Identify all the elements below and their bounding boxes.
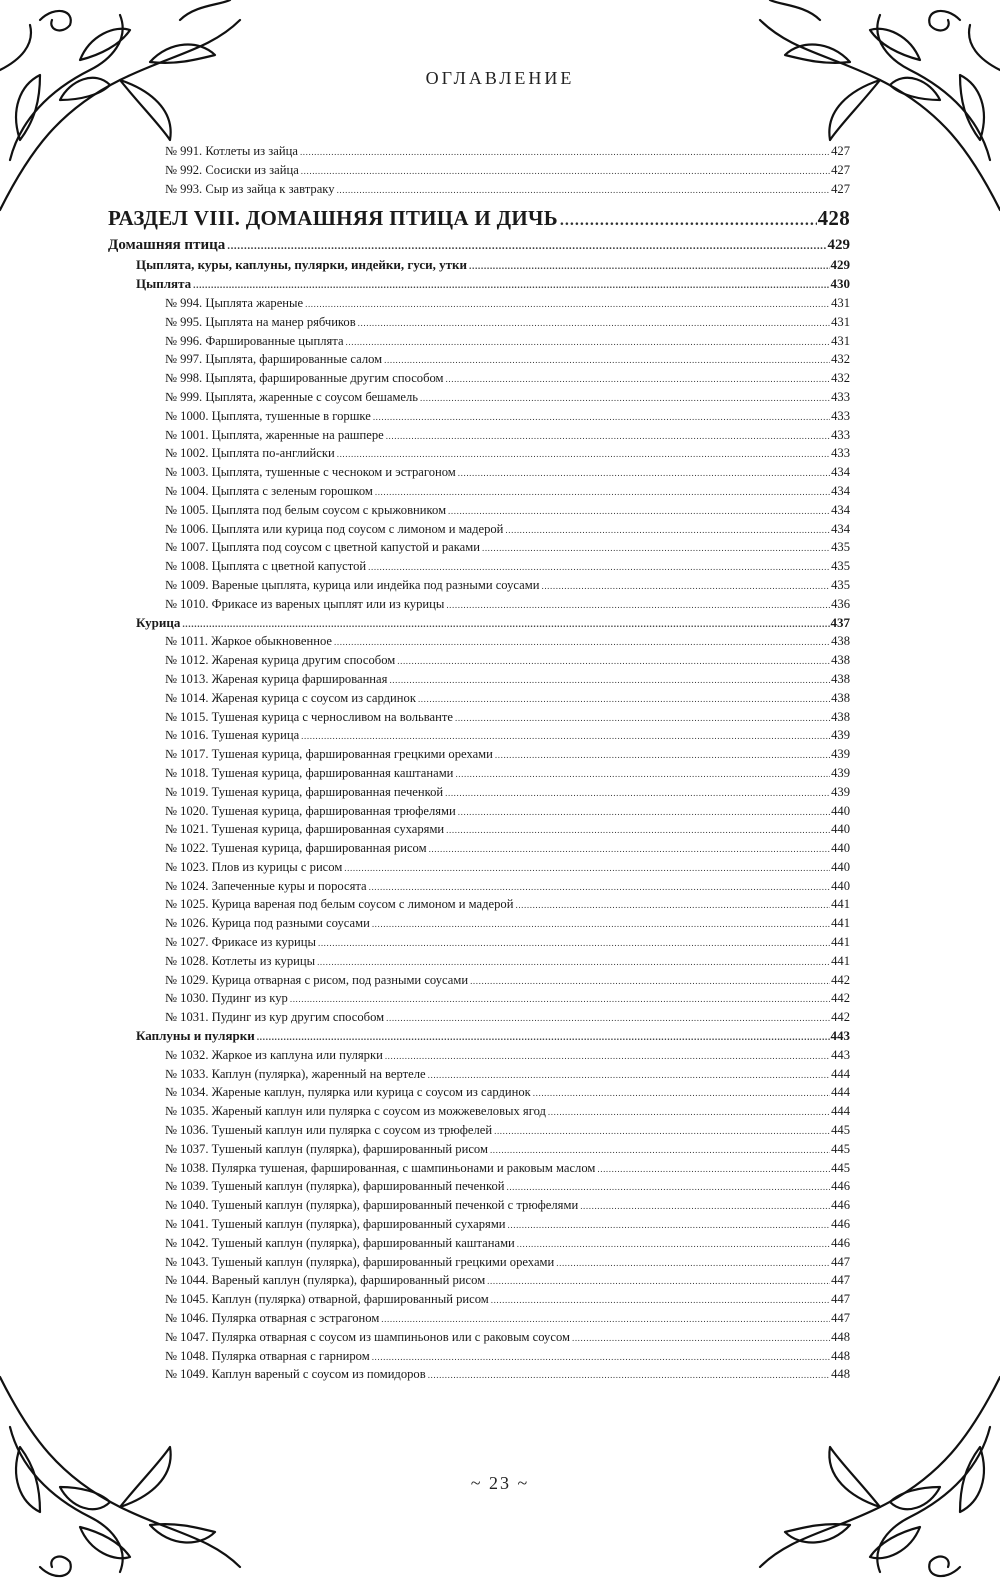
toc-entry-title: № 1038. Пулярка тушеная, фаршированная, с шампиньонами и раковым маслом <box>165 1160 596 1175</box>
toc-entry-title: № 1000. Цыплята, тушенные в горшке <box>165 408 371 423</box>
dot-leader <box>372 915 830 933</box>
toc-entry-title: № 1021. Тушеная курица, фаршированная сухарями <box>165 822 445 837</box>
toc-entry-recipe[interactable] <box>108 1253 850 1272</box>
toc-entry-title: № 1020. Тушеная курица, фаршированная трюфелями <box>165 803 456 818</box>
dot-leader <box>445 784 830 802</box>
toc-entry-section[interactable] <box>108 234 850 256</box>
toc-entry-title: № 1007. Цыплята под соусом с цветной капустой и раками <box>165 540 480 555</box>
toc-entry-title: Домашняя птица <box>108 237 226 254</box>
toc-entry-page: 441 <box>831 953 850 968</box>
dot-leader <box>446 821 830 839</box>
dot-leader <box>556 1254 830 1272</box>
toc-entry-title: № 1041. Тушеный каплун (пулярка), фаршированный сухарями <box>165 1217 506 1232</box>
dot-leader <box>346 333 831 351</box>
dot-leader <box>508 1216 831 1234</box>
dot-leader <box>469 258 830 275</box>
toc-entry-title: № 1027. Фрикасе из курицы <box>165 935 316 950</box>
toc-entry-title: № 1022. Тушеная курица, фаршированная рисом <box>165 841 427 856</box>
toc-entry-title: № 1006. Цыплята или курица под соусом с лимоном и мадерой <box>165 521 504 536</box>
dot-leader <box>429 840 831 858</box>
toc-entry-page: 446 <box>831 1217 850 1232</box>
dot-leader <box>560 201 817 234</box>
toc-entry-recipe[interactable] <box>108 670 850 689</box>
toc-entry-title: № 1045. Каплун (пулярка) отварной, фаршированный рисом <box>165 1292 489 1307</box>
dot-leader <box>448 502 830 520</box>
toc-entry-title: № 1017. Тушеная курица, фаршированная грецкими орехами <box>165 747 493 762</box>
toc-entry-title: № 995. Цыплята на манер рябчиков <box>165 314 356 329</box>
toc-entry-page: 445 <box>831 1160 850 1175</box>
toc-entry-page: 441 <box>831 916 850 931</box>
toc-entry-page: 444 <box>831 1104 850 1119</box>
toc-entry-recipe[interactable] <box>108 820 850 839</box>
toc-entry-title: № 1002. Цыплята по-английски <box>165 446 335 461</box>
toc-entry-recipe[interactable] <box>108 745 850 764</box>
toc-entry-recipe[interactable] <box>108 1140 850 1159</box>
dot-leader <box>428 1366 830 1384</box>
toc-entry-title: № 1009. Вареные цыплята, курица или индейка под разными соусами <box>165 577 540 592</box>
toc-entry-title: № 999. Цыплята, жаренные с соусом бешамель <box>165 389 419 404</box>
toc-entry-page: 444 <box>831 1066 850 1081</box>
toc-entry-title: № 998. Цыплята, фаршированные другим способом <box>165 371 444 386</box>
toc-entry-title: № 1025. Курица вареная под белым соусом с лимоном и мадерой <box>165 897 514 912</box>
toc-entry-page: 446 <box>831 1179 850 1194</box>
toc-entry-recipe[interactable] <box>108 520 850 539</box>
toc-entry-title: № 994. Цыплята жареные <box>165 295 304 310</box>
toc-entry-recipe[interactable] <box>108 1083 850 1102</box>
toc-entry-recipe[interactable] <box>108 1177 850 1196</box>
toc-entry-page: 447 <box>831 1273 850 1288</box>
toc-entry-recipe[interactable] <box>108 180 850 199</box>
toc-entry-page: 429 <box>830 257 850 273</box>
toc-entry-page: 445 <box>831 1141 850 1156</box>
toc-entry-title: № 1018. Тушеная курица, фаршированная каштанами <box>165 765 454 780</box>
toc-entry-page: 439 <box>831 784 850 799</box>
toc-entry-recipe[interactable] <box>108 576 850 595</box>
toc-entry-page: 437 <box>830 614 850 630</box>
toc-entry-page: 445 <box>831 1123 850 1138</box>
dot-leader <box>381 1310 830 1328</box>
toc-entry-recipe[interactable] <box>108 933 850 952</box>
dot-leader <box>227 235 826 256</box>
toc-entry-title: № 993. Сыр из зайца к завтраку <box>165 181 335 196</box>
toc-entry-page: 433 <box>831 427 850 442</box>
toc-entry-recipe[interactable] <box>108 142 850 161</box>
toc-entry-title: № 1032. Жаркое из каплуна или пулярки <box>165 1047 383 1062</box>
toc-entry-title: № 1037. Тушеный каплун (пулярка), фаршированный рисом <box>165 1141 488 1156</box>
toc-entry-title: № 1003. Цыплята, тушенные с чесноком и эстрагоном <box>165 465 456 480</box>
dot-leader <box>458 803 830 821</box>
toc-entry-title: № 1048. Пулярка отварная с гарниром <box>165 1348 370 1363</box>
toc-entry-page: 446 <box>831 1198 850 1213</box>
toc-entry-recipe[interactable] <box>108 914 850 933</box>
dot-leader <box>428 1066 830 1084</box>
toc-entry-recipe[interactable] <box>108 1008 850 1027</box>
dot-leader <box>182 616 829 633</box>
toc-entry-recipe[interactable] <box>108 651 850 670</box>
toc-entry-recipe[interactable] <box>108 877 850 896</box>
toc-entry-sub[interactable] <box>108 614 850 633</box>
toc-entry-page: 438 <box>831 671 850 686</box>
toc-entry-recipe[interactable] <box>108 1196 850 1215</box>
toc-entry-title: № 1028. Котлеты из курицы <box>165 953 316 968</box>
dot-leader <box>490 1141 830 1159</box>
dot-leader <box>533 1084 830 1102</box>
toc-entry-page: 447 <box>831 1254 850 1269</box>
dot-leader <box>257 1029 830 1046</box>
toc-entry-page: 434 <box>831 483 850 498</box>
toc-entry-recipe[interactable] <box>108 1234 850 1253</box>
dot-leader <box>386 1009 830 1027</box>
toc-entry-recipe[interactable] <box>108 1347 850 1366</box>
toc-entry-recipe[interactable] <box>108 161 850 180</box>
dot-leader <box>337 181 831 199</box>
toc-entry-page: 446 <box>831 1235 850 1250</box>
toc-entry-page: 427 <box>831 181 850 196</box>
toc-entry-page: 427 <box>831 144 850 158</box>
toc-entry-recipe[interactable] <box>108 350 850 369</box>
dot-leader <box>375 483 830 501</box>
dot-leader <box>372 1348 830 1366</box>
dot-leader <box>495 746 830 764</box>
toc-entry-page: 442 <box>831 1010 850 1025</box>
toc-entry-recipe[interactable] <box>108 1102 850 1121</box>
dot-leader <box>455 765 830 783</box>
dot-leader <box>373 408 830 426</box>
dot-leader <box>368 558 830 576</box>
toc-entry-page: 442 <box>831 972 850 987</box>
dot-leader <box>446 596 830 614</box>
toc-entry-page: 433 <box>831 446 850 461</box>
toc-entry-page: 434 <box>831 465 850 480</box>
dot-leader <box>541 577 830 595</box>
toc-entry-recipe[interactable] <box>108 971 850 990</box>
toc-entry-recipe[interactable] <box>108 1365 850 1384</box>
toc-entry-title: № 1043. Тушеный каплун (пулярка), фаршированный грецкими орехами <box>165 1254 555 1269</box>
toc-entry-sub[interactable] <box>108 1027 850 1046</box>
toc-entry-recipe[interactable] <box>108 689 850 708</box>
toc-entry-title: № 1026. Курица под разными соусами <box>165 916 370 931</box>
toc-entry-recipe[interactable] <box>108 1121 850 1140</box>
toc-entry-page: 431 <box>831 295 850 310</box>
toc-entry-title: № 1033. Каплун (пулярка), жаренный на вертеле <box>165 1066 426 1081</box>
toc-entry-recipe[interactable] <box>108 1290 850 1309</box>
toc-entry-page: 439 <box>831 728 850 743</box>
toc-entry-recipe[interactable] <box>108 1046 850 1065</box>
toc-entry-recipe[interactable] <box>108 294 850 313</box>
toc-entry-title: № 1019. Тушеная курица, фаршированная печенкой <box>165 784 444 799</box>
toc-entry-page: 443 <box>831 1047 850 1062</box>
dot-leader <box>458 464 830 482</box>
toc-entry-title: РАЗДЕЛ VIII. ДОМАШНЯЯ ПТИЦА И ДИЧЬ <box>108 206 558 231</box>
toc-entry-title: № 991. Котлеты из зайца <box>165 144 298 158</box>
toc-entry-page: 441 <box>831 897 850 912</box>
toc-entry-title: № 1040. Тушеный каплун (пулярка), фаршированный печенкой с трюфелями <box>165 1198 579 1213</box>
toc-entry-page: 443 <box>830 1028 850 1044</box>
toc-entry-recipe[interactable] <box>108 501 850 520</box>
dot-leader <box>384 351 830 369</box>
toc-entry-recipe[interactable] <box>108 332 850 351</box>
toc-entry-title: № 1011. Жаркое обыкновенное <box>165 634 333 649</box>
dot-leader <box>290 990 830 1008</box>
dot-leader <box>358 314 830 332</box>
toc-entry-page: 439 <box>831 765 850 780</box>
toc-entry-recipe[interactable] <box>108 463 850 482</box>
toc-entry-recipe[interactable] <box>108 952 850 971</box>
toc-entry-title: № 1001. Цыплята, жаренные на рашпере <box>165 427 384 442</box>
toc-entry-title: № 1008. Цыплята с цветной капустой <box>165 559 367 574</box>
dot-leader <box>369 878 831 896</box>
toc-entry-title: № 1029. Курица отварная с рисом, под разными соусами <box>165 972 469 987</box>
dot-leader <box>334 633 830 651</box>
toc-entry-recipe[interactable] <box>108 989 850 1008</box>
table-of-contents <box>108 142 850 1384</box>
toc-entry-page: 433 <box>831 408 850 423</box>
dot-leader <box>389 671 830 689</box>
toc-entry-title: № 996. Фаршированные цыплята <box>165 333 344 348</box>
toc-entry-page: 438 <box>831 653 850 668</box>
dot-leader <box>386 427 830 445</box>
toc-entry-page: 434 <box>831 521 850 536</box>
toc-entry-page: 440 <box>831 803 850 818</box>
dot-leader <box>548 1103 830 1121</box>
toc-entry-title: № 1036. Тушеный каплун или пулярка с соусом из трюфелей <box>165 1123 493 1138</box>
toc-entry-title: № 1005. Цыплята под белым соусом с крыжовником <box>165 502 447 517</box>
dot-leader <box>301 727 830 745</box>
toc-entry-recipe[interactable] <box>108 858 850 877</box>
dot-leader <box>385 1047 830 1065</box>
toc-entry-title: № 1044. Вареный каплун (пулярка), фаршированный рисом <box>165 1273 486 1288</box>
toc-entry-page: 440 <box>831 822 850 837</box>
dot-leader <box>494 1122 830 1140</box>
toc-entry-page: 444 <box>831 1085 850 1100</box>
toc-entry-page: 435 <box>831 540 850 555</box>
toc-entry-page: 441 <box>831 935 850 950</box>
toc-entry-title: № 997. Цыплята, фаршированные салом <box>165 352 383 367</box>
toc-entry-page: 431 <box>831 333 850 348</box>
toc-entry-recipe[interactable] <box>108 557 850 576</box>
toc-entry-recipe[interactable] <box>108 369 850 388</box>
toc-entry-title: № 1004. Цыплята с зеленым горошком <box>165 483 373 498</box>
dot-leader <box>344 859 830 877</box>
running-head: ОГЛАВЛЕНИЕ <box>425 68 575 88</box>
toc-entry-page: 436 <box>831 596 850 611</box>
dot-leader <box>515 896 830 914</box>
dot-leader <box>506 1178 830 1196</box>
toc-entry-page: 435 <box>831 559 850 574</box>
dot-leader <box>300 143 830 161</box>
toc-entry-page: 430 <box>830 276 850 292</box>
toc-entry-title: № 1010. Фрикасе из вареных цыплят или из курицы <box>165 596 445 611</box>
dot-leader <box>597 1160 830 1178</box>
dot-leader <box>301 162 830 180</box>
dot-leader <box>505 521 830 539</box>
toc-entry-recipe[interactable] <box>108 313 850 332</box>
toc-entry-title: № 1012. Жареная курица другим способом <box>165 653 396 668</box>
toc-entry-title: № 1035. Жареный каплун или пулярка с соусом из можжевеловых ягод <box>165 1104 546 1119</box>
dot-leader <box>491 1291 830 1309</box>
toc-entry-recipe[interactable] <box>108 426 850 445</box>
dot-leader <box>337 445 830 463</box>
toc-entry-recipe[interactable] <box>108 482 850 501</box>
toc-entry-page: 447 <box>831 1311 850 1326</box>
toc-entry-recipe[interactable] <box>108 783 850 802</box>
toc-entry-page: 438 <box>831 690 850 705</box>
dot-leader <box>317 953 830 971</box>
toc-entry-page: 432 <box>831 371 850 386</box>
toc-entry-page: 448 <box>831 1329 850 1344</box>
dot-leader <box>418 690 830 708</box>
toc-entry-title: № 1023. Плов из курицы с рисом <box>165 859 343 874</box>
toc-entry-title: № 1016. Тушеная курица <box>165 728 300 743</box>
dot-leader <box>517 1235 830 1253</box>
dot-leader <box>446 370 831 388</box>
toc-entry-sub[interactable] <box>108 275 850 294</box>
dot-leader <box>420 389 830 407</box>
toc-entry-recipe[interactable] <box>108 1271 850 1290</box>
toc-entry-page: 427 <box>831 162 850 177</box>
toc-entry-title: № 1039. Тушеный каплун (пулярка), фаршированный печенкой <box>165 1179 505 1194</box>
toc-entry-title: Цыплята, куры, каплуны, пулярки, индейки, гуси, утки <box>136 257 467 273</box>
toc-entry-recipe[interactable] <box>108 1065 850 1084</box>
toc-entry-recipe[interactable] <box>108 407 850 426</box>
toc-entry-title: Курица <box>136 614 181 630</box>
toc-entry-page: 448 <box>831 1348 850 1363</box>
toc-entry-page: 438 <box>831 709 850 724</box>
toc-entry-recipe[interactable] <box>108 764 850 783</box>
toc-entry-recipe[interactable] <box>108 1328 850 1347</box>
toc-entry-recipe[interactable] <box>108 444 850 463</box>
toc-entry-recipe[interactable] <box>108 595 850 614</box>
toc-entry-page: 440 <box>831 878 850 893</box>
toc-entry-recipe[interactable] <box>108 1215 850 1234</box>
toc-entry-sub[interactable] <box>108 256 850 275</box>
dot-leader <box>572 1329 830 1347</box>
toc-entry-title: № 1030. Пудинг из кур <box>165 991 288 1006</box>
dot-leader <box>305 295 830 313</box>
toc-entry-page: 440 <box>831 859 850 874</box>
page-number: ~ 23 ~ <box>470 1473 530 1493</box>
dot-leader <box>487 1272 830 1290</box>
toc-entry-page: 435 <box>831 577 850 592</box>
toc-entry-recipe[interactable] <box>108 802 850 821</box>
toc-entry-title: № 1034. Жареные каплун, пулярка или курица с соусом из сардинок <box>165 1085 531 1100</box>
toc-entry-recipe[interactable] <box>108 632 850 651</box>
toc-entry-page: 438 <box>831 634 850 649</box>
dot-leader <box>455 709 830 727</box>
toc-entry-recipe[interactable] <box>108 895 850 914</box>
toc-entry-recipe[interactable] <box>108 839 850 858</box>
toc-entry-title: № 992. Сосиски из зайца <box>165 162 299 177</box>
toc-entry-part[interactable] <box>108 198 850 234</box>
toc-entry-recipe[interactable] <box>108 708 850 727</box>
toc-entry-page: 432 <box>831 352 850 367</box>
dot-leader <box>318 934 830 952</box>
toc-entry-title: № 1046. Пулярка отварная с эстрагоном <box>165 1311 380 1326</box>
toc-entry-page: 440 <box>831 841 850 856</box>
toc-entry-title: № 1042. Тушеный каплун (пулярка), фаршированный каштанами <box>165 1235 515 1250</box>
toc-entry-title: № 1015. Тушеная курица с черносливом на вольванте <box>165 709 453 724</box>
toc-entry-title: Цыплята <box>136 276 192 292</box>
toc-entry-title: № 1031. Пудинг из кур другим способом <box>165 1010 385 1025</box>
toc-entry-recipe[interactable] <box>108 1309 850 1328</box>
toc-entry-page: 431 <box>831 314 850 329</box>
dot-leader <box>580 1197 830 1215</box>
toc-entry-recipe[interactable] <box>108 726 850 745</box>
dot-leader <box>397 652 830 670</box>
toc-entry-recipe[interactable] <box>108 388 850 407</box>
toc-entry-title: № 1047. Пулярка отварная с соусом из шампиньонов или с раковым соусом <box>165 1329 570 1344</box>
toc-entry-title: № 1049. Каплун вареный с соусом из помидоров <box>165 1367 426 1382</box>
toc-entry-title: № 1013. Жареная курица фаршированная <box>165 671 388 686</box>
toc-entry-page: 439 <box>831 747 850 762</box>
toc-entry-title: № 1014. Жареная курица с соусом из сардинок <box>165 690 416 705</box>
toc-entry-page: 448 <box>831 1367 850 1382</box>
toc-entry-title: Каплуны и пулярки <box>136 1028 255 1044</box>
toc-entry-page: 434 <box>831 502 850 517</box>
dot-leader <box>482 539 830 557</box>
toc-entry-recipe[interactable] <box>108 1159 850 1178</box>
toc-entry-page: 442 <box>831 991 850 1006</box>
toc-entry-recipe[interactable] <box>108 538 850 557</box>
toc-entry-page: 428 <box>817 206 850 231</box>
toc-entry-page: 433 <box>831 389 850 404</box>
toc-entry-page: 447 <box>831 1292 850 1307</box>
toc-entry-page: 429 <box>827 237 850 254</box>
toc-entry-title: № 1024. Запеченные куры и поросята <box>165 878 367 893</box>
dot-leader <box>193 277 829 294</box>
dot-leader <box>470 972 830 990</box>
